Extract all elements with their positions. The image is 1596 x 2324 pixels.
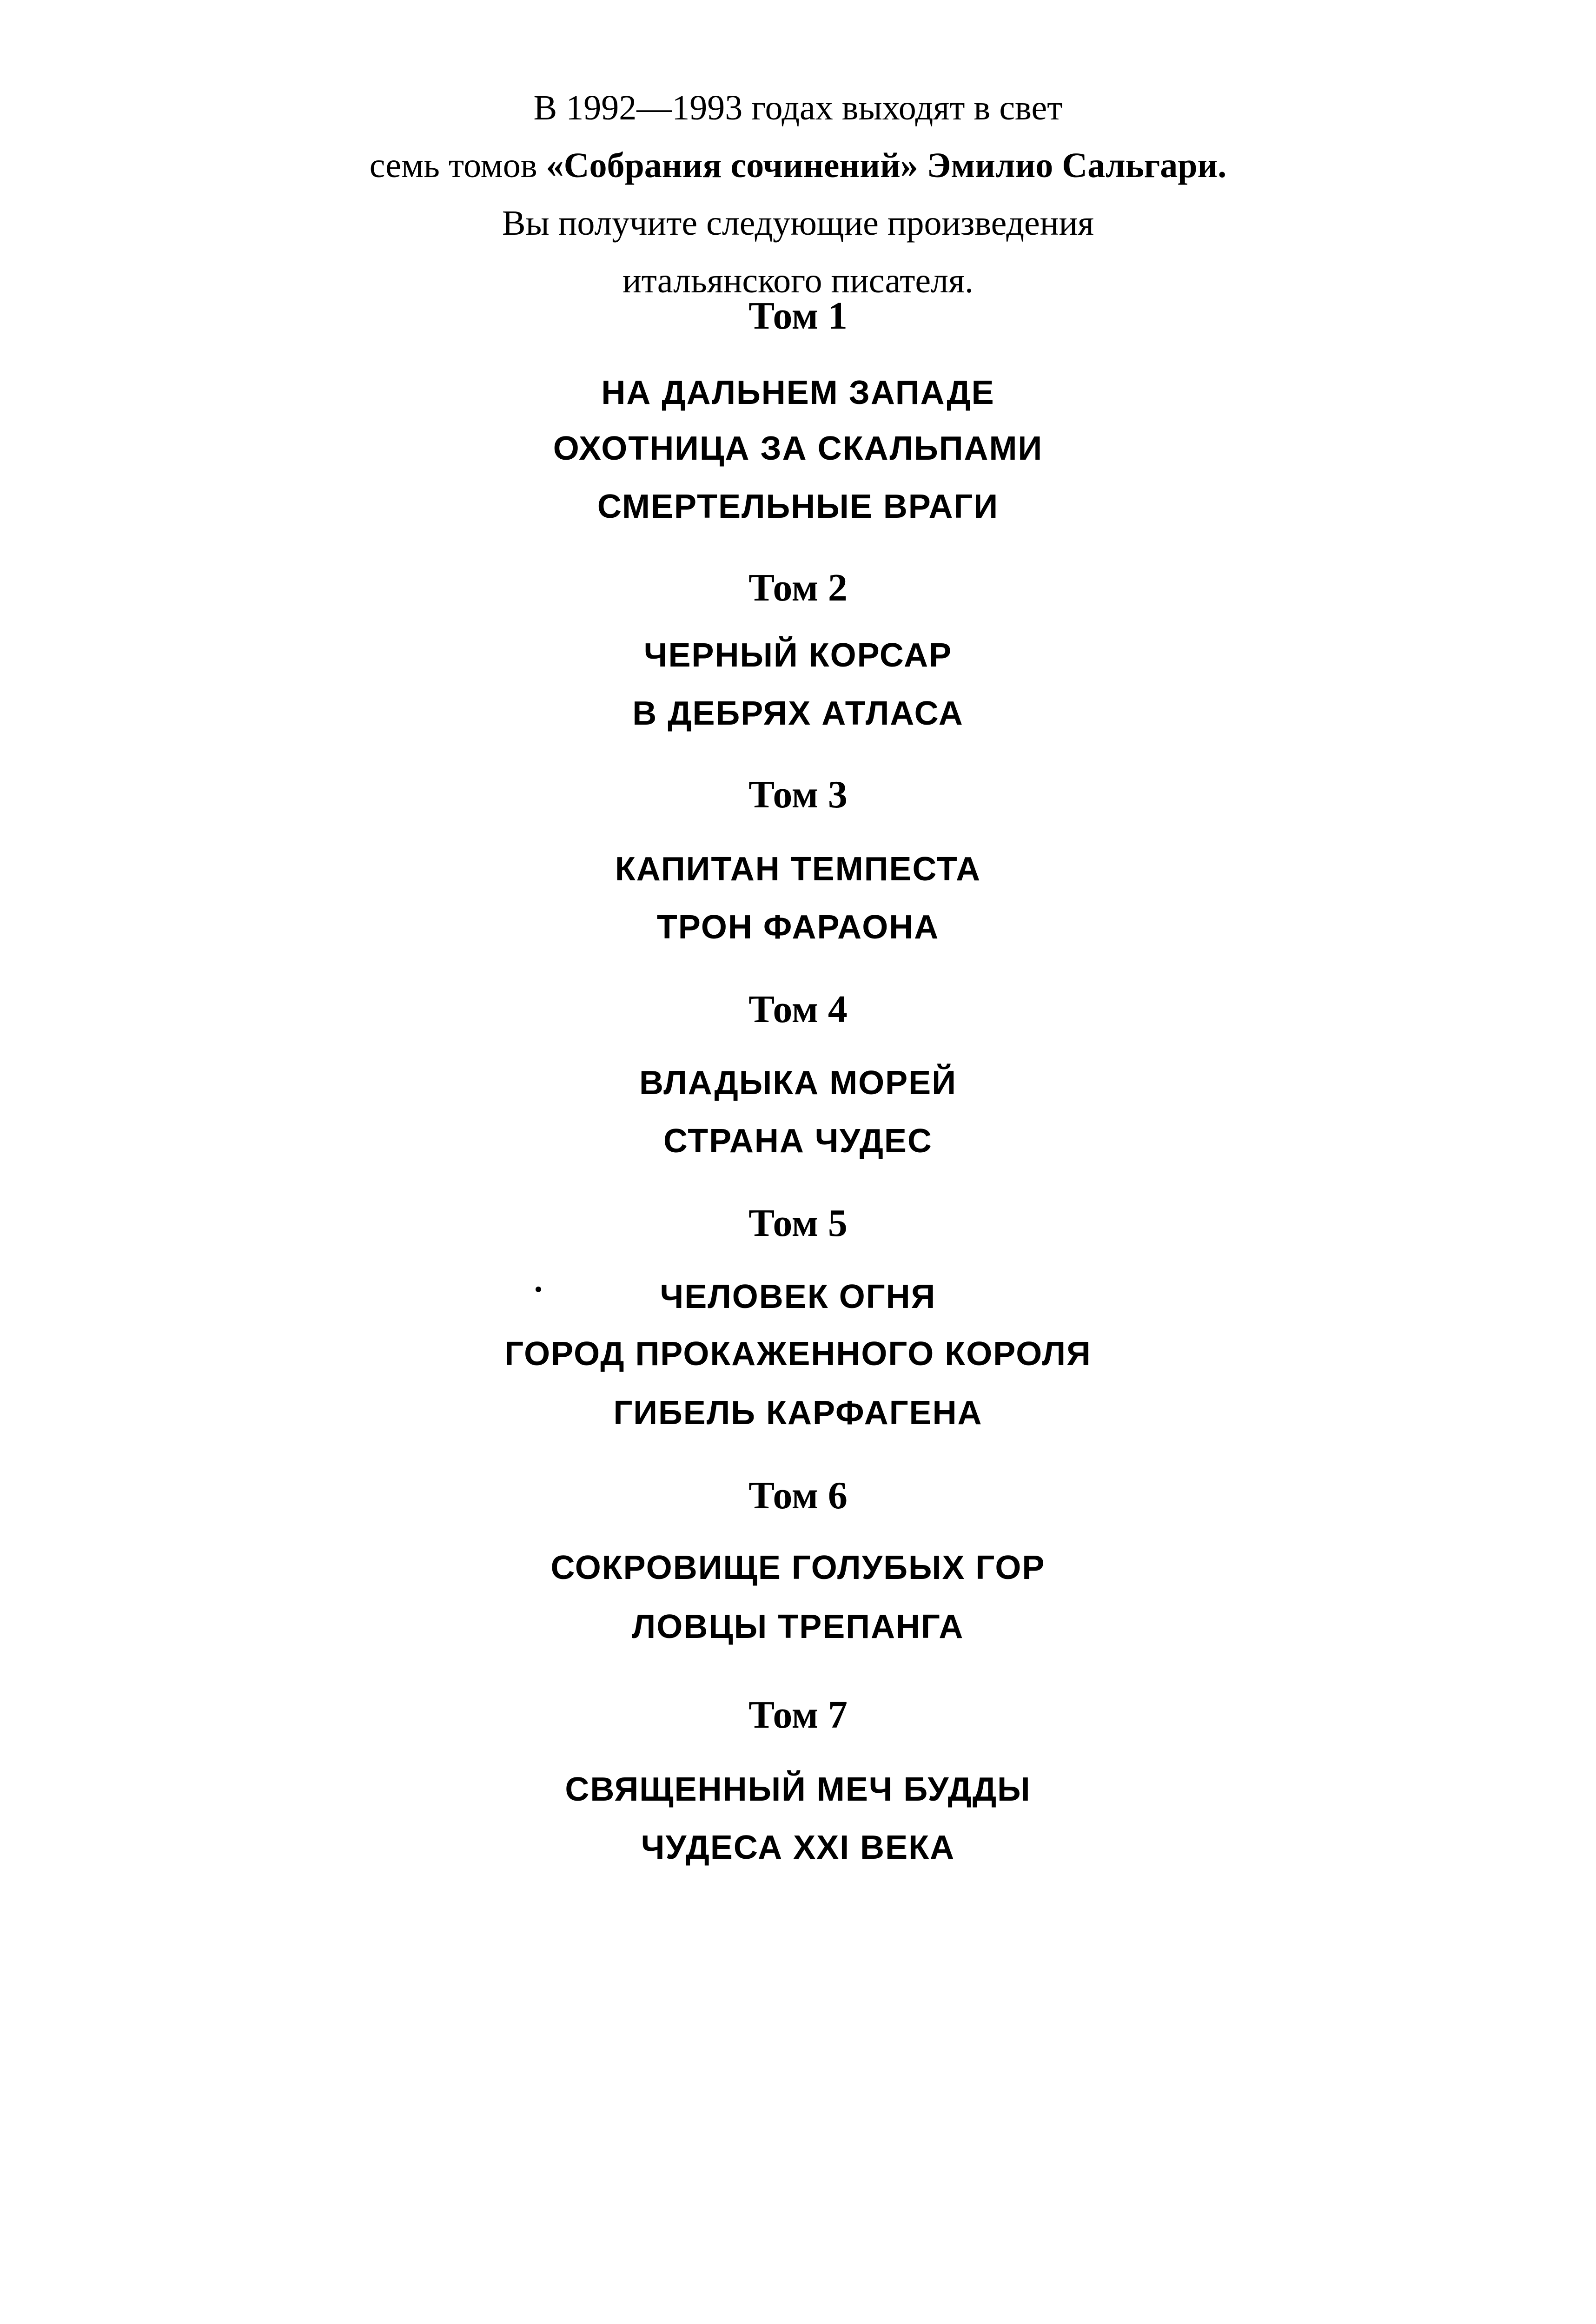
intro-line-2 (0, 137, 1596, 194)
volume-1-work-3: СМЕРТЕЛЬНЫЕ ВРАГИ (597, 488, 999, 525)
volume-2-heading: Том 2 (748, 566, 848, 609)
intro-line-2-plain: семь томов (369, 146, 546, 185)
intro-line-4: итальянского писателя. (622, 261, 974, 300)
volume-4-work-2: СТРАНА ЧУДЕС (663, 1122, 933, 1160)
volume-5-work-2: ГОРОД ПРОКАЖЕННОГО КОРОЛЯ (504, 1335, 1092, 1373)
volume-7-heading: Том 7 (748, 1693, 848, 1736)
volume-2-work-1: ЧЕРНЫЙ КОРСАР (643, 637, 953, 674)
volume-3-work-2: ТРОН ФАРАОНА (656, 909, 940, 946)
volume-3-heading: Том 3 (748, 773, 848, 816)
volume-1-work-2: ОХОТНИЦА ЗА СКАЛЬПАМИ (553, 430, 1043, 467)
volume-5-heading: Том 5 (748, 1202, 848, 1245)
volume-5-work-1: ЧЕЛОВЕК ОГНЯ (660, 1278, 936, 1315)
volume-1-heading: Том 1 (748, 294, 848, 337)
volume-4-work-1: ВЛАДЫКА МОРЕЙ (639, 1064, 957, 1102)
volume-6-work-2: ЛОВЦЫ ТРЕПАНГА (632, 1608, 964, 1645)
volume-4-heading: Том 4 (748, 988, 848, 1031)
intro-line-3: Вы получите следующие произведения (502, 204, 1094, 243)
volume-6-heading: Том 6 (748, 1474, 848, 1517)
volume-6-work-1: СОКРОВИЩЕ ГОЛУБЫХ ГОР (550, 1549, 1046, 1586)
intro-paragraph (0, 79, 1596, 310)
volume-7-work-1: СВЯЩЕННЫЙ МЕЧ БУДДЫ (565, 1771, 1031, 1808)
volume-7-work-2: ЧУДЕСА XXI ВЕКА (641, 1829, 955, 1866)
volume-5-work-3: ГИБЕЛЬ КАРФАГЕНА (613, 1394, 983, 1432)
volume-1-work-1: НА ДАЛЬНЕМ ЗАПАДЕ (601, 374, 995, 411)
volume-3-work-1: КАПИТАН ТЕМПЕСТА (615, 851, 981, 888)
intro-line-1: В 1992—1993 годах выходят в свет (533, 88, 1063, 127)
volume-2-work-2: В ДЕБРЯХ АТЛАСА (632, 695, 964, 732)
intro-line-2-bold: «Собрания сочинений» Эмилио Сальгари. (546, 146, 1227, 185)
